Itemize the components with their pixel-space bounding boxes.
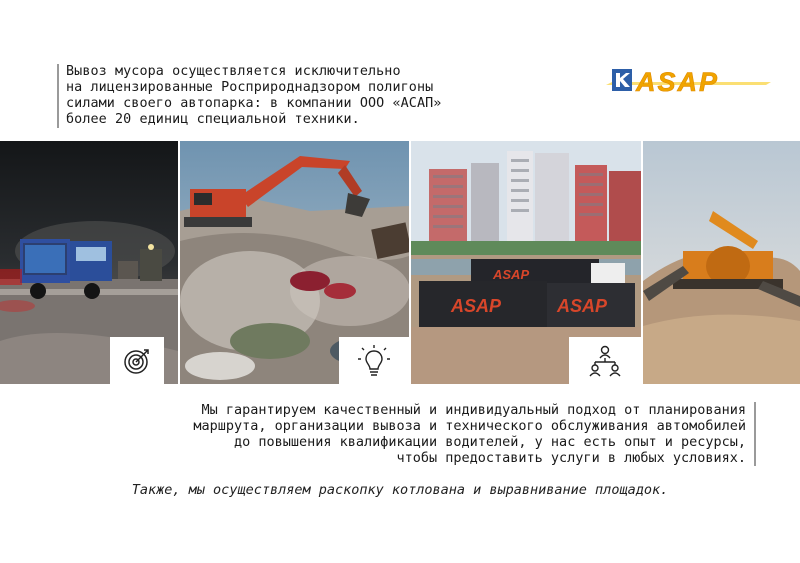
container-label: ASAP — [493, 267, 530, 282]
also-text: Также, мы осуществляем раскопку котлована и выравнивание площадок. — [131, 482, 669, 498]
intro-text — [57, 64, 546, 128]
container-label: ASAP — [557, 296, 608, 316]
intro-line: Вывоз мусора осуществляется исключительно — [66, 64, 401, 79]
target-icon-box — [110, 337, 164, 384]
team-icon-box — [569, 337, 641, 384]
photo-screening-machine — [643, 141, 800, 384]
intro-line: на лицензированные Росприроднадзором полигоны — [66, 80, 434, 95]
guarantee-line: Мы гарантируем качественный и индивидуальный подход от планирования — [201, 402, 746, 418]
guarantee-line: до повышения квалификации водителей, у нас есть опыт и ресурсы, — [233, 434, 746, 450]
guarantee-text — [40, 402, 756, 466]
intro-line: более 20 единиц специальной техники. — [66, 112, 360, 127]
guarantee-line: чтобы предоставить услуги в любых условиях. — [396, 450, 746, 466]
guarantee-line: маршрута, организации вывоза и технического обслуживания автомобилей — [193, 418, 746, 434]
team-hierarchy-icon — [587, 344, 623, 378]
target-icon — [122, 346, 152, 376]
lightbulb-icon-box — [339, 337, 409, 384]
logo-text: ASAP — [636, 67, 720, 97]
lightbulb-icon — [357, 344, 391, 378]
intro-line: силами своего автопарка: в компании ООО «АСАП» — [66, 96, 442, 111]
container-label: ASAP — [451, 296, 502, 316]
asap-logo — [606, 63, 771, 97]
